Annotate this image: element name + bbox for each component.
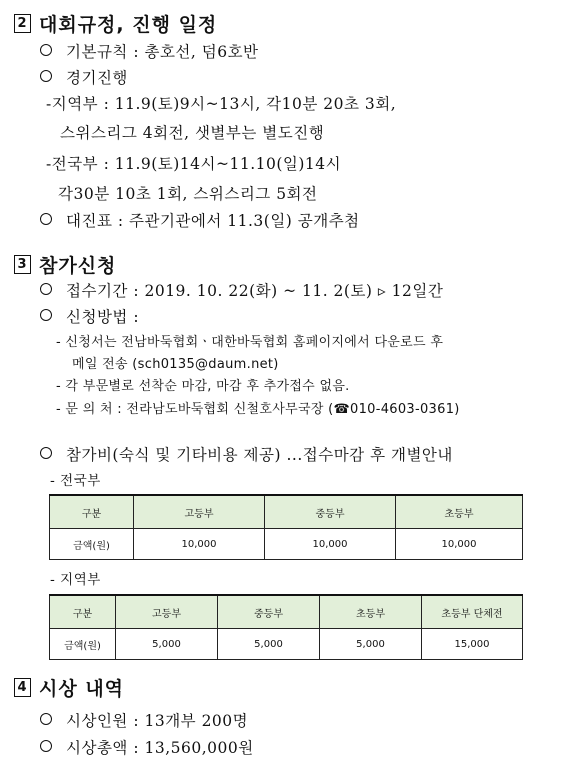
bullet-circle-icon: [40, 713, 52, 725]
table-cell: 5,000: [116, 629, 218, 660]
table-cell: 금액(원): [50, 629, 116, 660]
method-detail-3: - 각 부문별로 선착순 마감, 마감 후 추가접수 없음.: [56, 379, 350, 394]
bullet-circle-icon: [40, 44, 52, 56]
method-line: [40, 305, 139, 327]
bullet-circle-icon: [40, 740, 52, 752]
table-header-cell: 중등부: [265, 495, 396, 529]
total-text: 시상총액 : 13,560,000원: [66, 739, 254, 757]
section-2-heading: [14, 10, 217, 37]
period-line: [40, 279, 443, 301]
section-4-heading: [14, 674, 124, 701]
method-label: 신청방법 :: [66, 308, 140, 326]
table-header-row: [50, 595, 523, 629]
table-cell: 5,000: [218, 629, 320, 660]
table-cell: 10,000: [134, 529, 265, 560]
method-detail-1: - 신청서는 전남바둑협회ㆍ대한바둑협회 홈페이지에서 다운로드 후: [56, 335, 444, 350]
bullet-circle-icon: [40, 309, 52, 321]
table-header-row: [50, 495, 523, 529]
progress-line: [40, 66, 128, 88]
method-detail-2: 메일 전송 (sch0135@daum.net): [72, 357, 279, 372]
table-header-cell: 고등부: [134, 495, 265, 529]
section-number-box: 2: [14, 14, 31, 33]
table-header-cell: 구분: [50, 595, 116, 629]
section-number-box: 3: [14, 255, 31, 274]
fee-label: 참가비(숙식 및 기타비용 제공) ...접수마감 후 개별안내: [66, 446, 453, 464]
section-3-heading: [14, 251, 116, 278]
table-cell: 금액(원): [50, 529, 134, 560]
section-title: 시상 내역: [39, 678, 125, 700]
period-text: 접수기간 : 2019. 10. 22(화) ~ 11. 2(토) ▹ 12일간: [66, 282, 444, 300]
regional-schedule-line-1: -지역부 : 11.9(토)9시~13시, 각10분 20초 3회,: [46, 95, 397, 113]
progress-label: 경기진행: [66, 69, 128, 87]
rules-text: 기본규칙 : 총호선, 덤6호반: [66, 43, 259, 61]
draw-line: [40, 209, 360, 231]
rules-line: [40, 40, 259, 62]
bullet-circle-icon: [40, 70, 52, 82]
table-header-cell: 초등부: [396, 495, 523, 529]
total-line: [40, 736, 254, 758]
method-detail-4: - 문 의 처 : 전라남도바둑협회 신철호사무국장 (☎010-4603-0361): [56, 402, 460, 417]
table-header-cell: 중등부: [218, 595, 320, 629]
table-header-cell: 고등부: [116, 595, 218, 629]
section-title: 참가신청: [39, 255, 117, 277]
table-row: [50, 529, 523, 560]
section-number-box: 4: [14, 678, 31, 697]
winners-line: [40, 709, 248, 731]
table-cell: 5,000: [320, 629, 422, 660]
table-cell: 10,000: [396, 529, 523, 560]
regional-schedule-line-2: 스위스리그 4회전, 샛별부는 별도진행: [60, 124, 325, 142]
bullet-circle-icon: [40, 283, 52, 295]
draw-text: 대진표 : 주관기관에서 11.3(일) 공개추첨: [66, 212, 360, 230]
table-header-cell: 초등부: [320, 595, 422, 629]
fee-line: [40, 443, 453, 465]
national-fee-table: [49, 494, 523, 560]
bullet-circle-icon: [40, 213, 52, 225]
national-tag: - 전국부: [50, 473, 101, 489]
table-cell: 15,000: [422, 629, 523, 660]
section-title: 대회규정, 진행 일정: [39, 14, 218, 36]
table-cell: 10,000: [265, 529, 396, 560]
table-header-cell: 구분: [50, 495, 134, 529]
bullet-circle-icon: [40, 447, 52, 459]
table-row: [50, 629, 523, 660]
national-schedule-line-1: -전국부 : 11.9(토)14시~11.10(일)14시: [46, 155, 342, 173]
regional-fee-table: [49, 594, 523, 660]
regional-tag: - 지역부: [50, 572, 101, 588]
national-schedule-line-2: 각30분 10초 1회, 스위스리그 5회전: [58, 185, 318, 203]
table-header-cell: 초등부 단체전: [422, 595, 523, 629]
winners-text: 시상인원 : 13개부 200명: [66, 712, 249, 730]
